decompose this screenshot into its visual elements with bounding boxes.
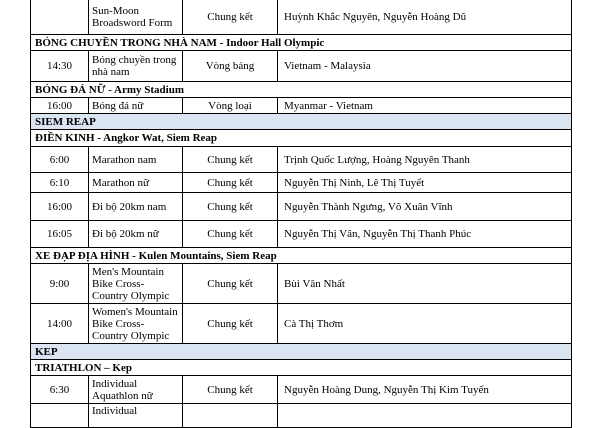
table-row <box>31 404 572 428</box>
time-cell: 14:30 <box>31 51 89 82</box>
table-row <box>31 51 572 82</box>
athletes-cell: Trịnh Quốc Lượng, Hoàng Nguyên Thanh <box>278 147 572 173</box>
round-cell: Chung kết <box>183 264 278 304</box>
table-row <box>31 264 572 304</box>
region-header <box>31 114 572 130</box>
event-cell: Women's Mountain Bike Cross-Country Olympic <box>89 304 183 344</box>
event-cell: Marathon nữ <box>89 173 183 193</box>
table-row <box>31 304 572 344</box>
sport-section-header <box>31 82 572 98</box>
time-cell: 6:10 <box>31 173 89 193</box>
sport-section-header <box>31 248 572 264</box>
table-row <box>31 147 572 173</box>
table-row <box>31 0 572 35</box>
table-row <box>31 221 572 248</box>
event-cell: Sun-Moon Broadsword Form <box>89 0 183 35</box>
region-label: SIEM REAP <box>31 114 572 130</box>
section-label: TRIATHLON – Kep <box>31 360 572 376</box>
athletes-cell: Myanmar - Vietnam <box>278 98 572 114</box>
time-cell: 16:05 <box>31 221 89 248</box>
event-cell: Men's Mountain Bike Cross-Country Olympic <box>89 264 183 304</box>
round-cell: Vòng bảng <box>183 51 278 82</box>
athletes-cell: Huỳnh Khắc Nguyên, Nguyễn Hoàng Dũ <box>278 0 572 35</box>
round-cell <box>183 404 278 428</box>
round-cell: Chung kết <box>183 147 278 173</box>
athletes-cell: Bùi Văn Nhất <box>278 264 572 304</box>
table-row <box>31 193 572 221</box>
athletes-cell: Nguyễn Thị Vân, Nguyễn Thị Thanh Phúc <box>278 221 572 248</box>
schedule-table <box>30 0 572 428</box>
table-row <box>31 98 572 114</box>
section-label: BÓNG ĐÁ NỮ - Army Stadium <box>31 82 572 98</box>
sport-section-header <box>31 35 572 51</box>
athletes-cell: Nguyễn Thành Ngưng, Võ Xuân Vĩnh <box>278 193 572 221</box>
athletes-cell: Cà Thị Thơm <box>278 304 572 344</box>
section-label: XE ĐẠP ĐỊA HÌNH - Kulen Mountains, Siem Reap <box>31 248 572 264</box>
event-cell: Bóng chuyền trong nhà nam <box>89 51 183 82</box>
athletes-cell <box>278 404 572 428</box>
event-cell: Đi bộ 20km nữ <box>89 221 183 248</box>
round-cell: Chung kết <box>183 376 278 404</box>
time-cell: 16:00 <box>31 193 89 221</box>
event-cell: Bóng đá nữ <box>89 98 183 114</box>
region-header <box>31 344 572 360</box>
time-cell: 9:00 <box>31 264 89 304</box>
section-label: ĐIỀN KINH - Angkor Wat, Siem Reap <box>31 130 572 147</box>
event-cell: Đi bộ 20km nam <box>89 193 183 221</box>
event-cell: Marathon nam <box>89 147 183 173</box>
table-row <box>31 376 572 404</box>
time-cell: 6:30 <box>31 376 89 404</box>
athletes-cell: Vietnam - Malaysia <box>278 51 572 82</box>
time-cell: 14:00 <box>31 304 89 344</box>
time-cell <box>31 0 89 35</box>
round-cell: Vòng loại <box>183 98 278 114</box>
athletes-cell: Nguyễn Hoàng Dung, Nguyễn Thị Kim Tuyến <box>278 376 572 404</box>
time-cell: 16:00 <box>31 98 89 114</box>
sport-section-header <box>31 360 572 376</box>
round-cell: Chung kết <box>183 221 278 248</box>
round-cell: Chung kết <box>183 0 278 35</box>
athletes-cell: Nguyễn Thị Ninh, Lê Thị Tuyết <box>278 173 572 193</box>
time-cell: 6:00 <box>31 147 89 173</box>
event-cell: Individual Aquathlon nữ <box>89 376 183 404</box>
round-cell: Chung kết <box>183 173 278 193</box>
section-label: BÓNG CHUYỀN TRONG NHÀ NAM - Indoor Hall Olympic <box>31 35 572 51</box>
time-cell <box>31 404 89 428</box>
event-cell: Individual <box>89 404 183 428</box>
table-row <box>31 173 572 193</box>
round-cell: Chung kết <box>183 193 278 221</box>
round-cell: Chung kết <box>183 304 278 344</box>
region-label: KEP <box>31 344 572 360</box>
sport-section-header <box>31 130 572 147</box>
